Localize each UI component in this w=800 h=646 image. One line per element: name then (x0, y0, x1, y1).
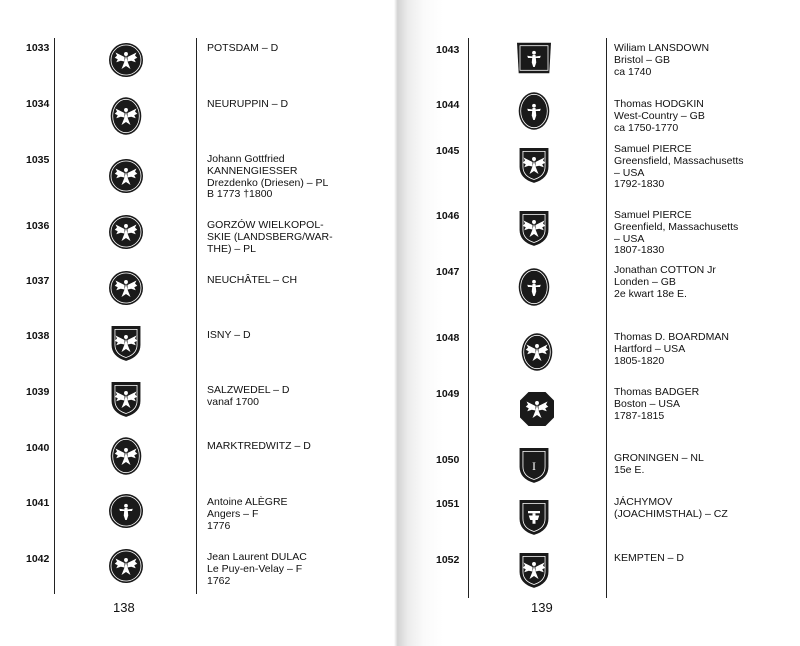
entry-description: MARKTREDWITZ – D (207, 440, 311, 452)
pewter-mark-1034 (104, 94, 148, 138)
pewter-mark-1038 (104, 321, 148, 365)
right-page (398, 0, 800, 646)
pewter-mark-1045 (512, 143, 556, 187)
entry-number: 1033 (26, 42, 50, 54)
entry-number: 1041 (26, 497, 50, 509)
letter-icon (532, 459, 536, 473)
entry-number: 1035 (26, 154, 50, 166)
entry-description: GRONINGEN – NL 15e E. (614, 452, 704, 476)
entry-description: POTSDAM – D (207, 42, 279, 54)
entry-description: KEMPTEN – D (614, 552, 685, 564)
entry-description: SALZWEDEL – D vanaf 1700 (207, 384, 290, 408)
entry-number: 1044 (436, 99, 460, 111)
pewter-mark-1039 (104, 377, 148, 421)
pewter-mark-1049 (515, 387, 559, 431)
left-column-rule (54, 38, 55, 594)
entry-description: Samuel PIERCE Greensfield, Massachusetts – USA 1792-1830 (614, 143, 744, 191)
left-page (0, 0, 398, 646)
right-column-rule (468, 38, 469, 598)
pewter-mark-1041 (104, 489, 148, 533)
entry-number: 1051 (436, 498, 460, 510)
svg-text:I: I (532, 459, 536, 473)
entry-number: 1046 (436, 210, 460, 222)
entry-description: Thomas BADGER Boston – USA 1787-1815 (614, 386, 700, 422)
entry-description: Jean Laurent DULAC Le Puy-en-Velay – F 1762 (207, 551, 307, 587)
entry-description: Jonathan COTTON Jr Londen – GB 2e kwart 18e E. (614, 264, 716, 300)
entry-description: ISNY – D (207, 329, 251, 341)
entry-number: 1052 (436, 554, 460, 566)
entry-description: NEURUPPIN – D (207, 98, 289, 110)
entry-number: 1034 (26, 98, 50, 110)
pewter-mark-1044 (512, 89, 556, 133)
entry-number: 1042 (26, 553, 50, 565)
pewter-mark-1052 (512, 548, 556, 592)
entry-description: GORZÓW WIELKOPOL- SKIE (LANDSBERG/WAR- THE) – PL (207, 219, 333, 255)
entry-number: 1036 (26, 220, 50, 232)
pewter-mark-1043 (512, 36, 556, 80)
entry-description: Wiliam LANSDOWN Bristol – GB ca 1740 (614, 42, 710, 78)
entry-number: 1038 (26, 330, 50, 342)
pewter-mark-1040 (104, 434, 148, 478)
entry-description: Thomas D. BOARDMAN Hartford – USA 1805-1820 (614, 331, 729, 367)
pewter-mark-1037 (104, 266, 148, 310)
entry-number: 1048 (436, 332, 460, 344)
entry-number: 1050 (436, 454, 460, 466)
pewter-mark-1036 (104, 210, 148, 254)
entry-number: 1045 (436, 145, 460, 157)
right-column-rule (606, 38, 607, 598)
entry-description: JÁCHYMOV (JOACHIMSTHAL) – CZ (614, 496, 728, 520)
entry-description: Thomas HODGKIN West-Country – GB ca 1750-1770 (614, 98, 705, 134)
entry-number: 1040 (26, 442, 50, 454)
pewter-mark-1051 (512, 495, 556, 539)
entry-number: 1043 (436, 44, 460, 56)
left-column-rule (196, 38, 197, 594)
pewter-mark-1046 (512, 206, 556, 250)
entry-number: 1037 (26, 275, 50, 287)
pewter-mark-1048 (515, 330, 559, 374)
pewter-mark-1047 (512, 265, 556, 309)
entry-number: 1049 (436, 388, 460, 400)
entry-description: Johann Gottfried KANNENGIESSER Drezdenko (Driesen) – PL B 1773 †1800 (207, 153, 329, 201)
pewter-mark-1042 (104, 544, 148, 588)
entry-description: Samuel PIERCE Greenfield, Massachusetts – USA 1807-1830 (614, 209, 739, 257)
pewter-mark-1035 (104, 154, 148, 198)
entry-number: 1047 (436, 266, 460, 278)
pewter-mark-1050 (512, 443, 556, 487)
entry-description: Antoine ALÈGRE Angers – F 1776 (207, 496, 288, 532)
entry-description: NEUCHÂTEL – CH (207, 274, 298, 286)
page-number: 139 (531, 600, 553, 615)
entry-number: 1039 (26, 386, 50, 398)
page-number: 138 (113, 600, 135, 615)
pewter-mark-1033 (104, 38, 148, 82)
